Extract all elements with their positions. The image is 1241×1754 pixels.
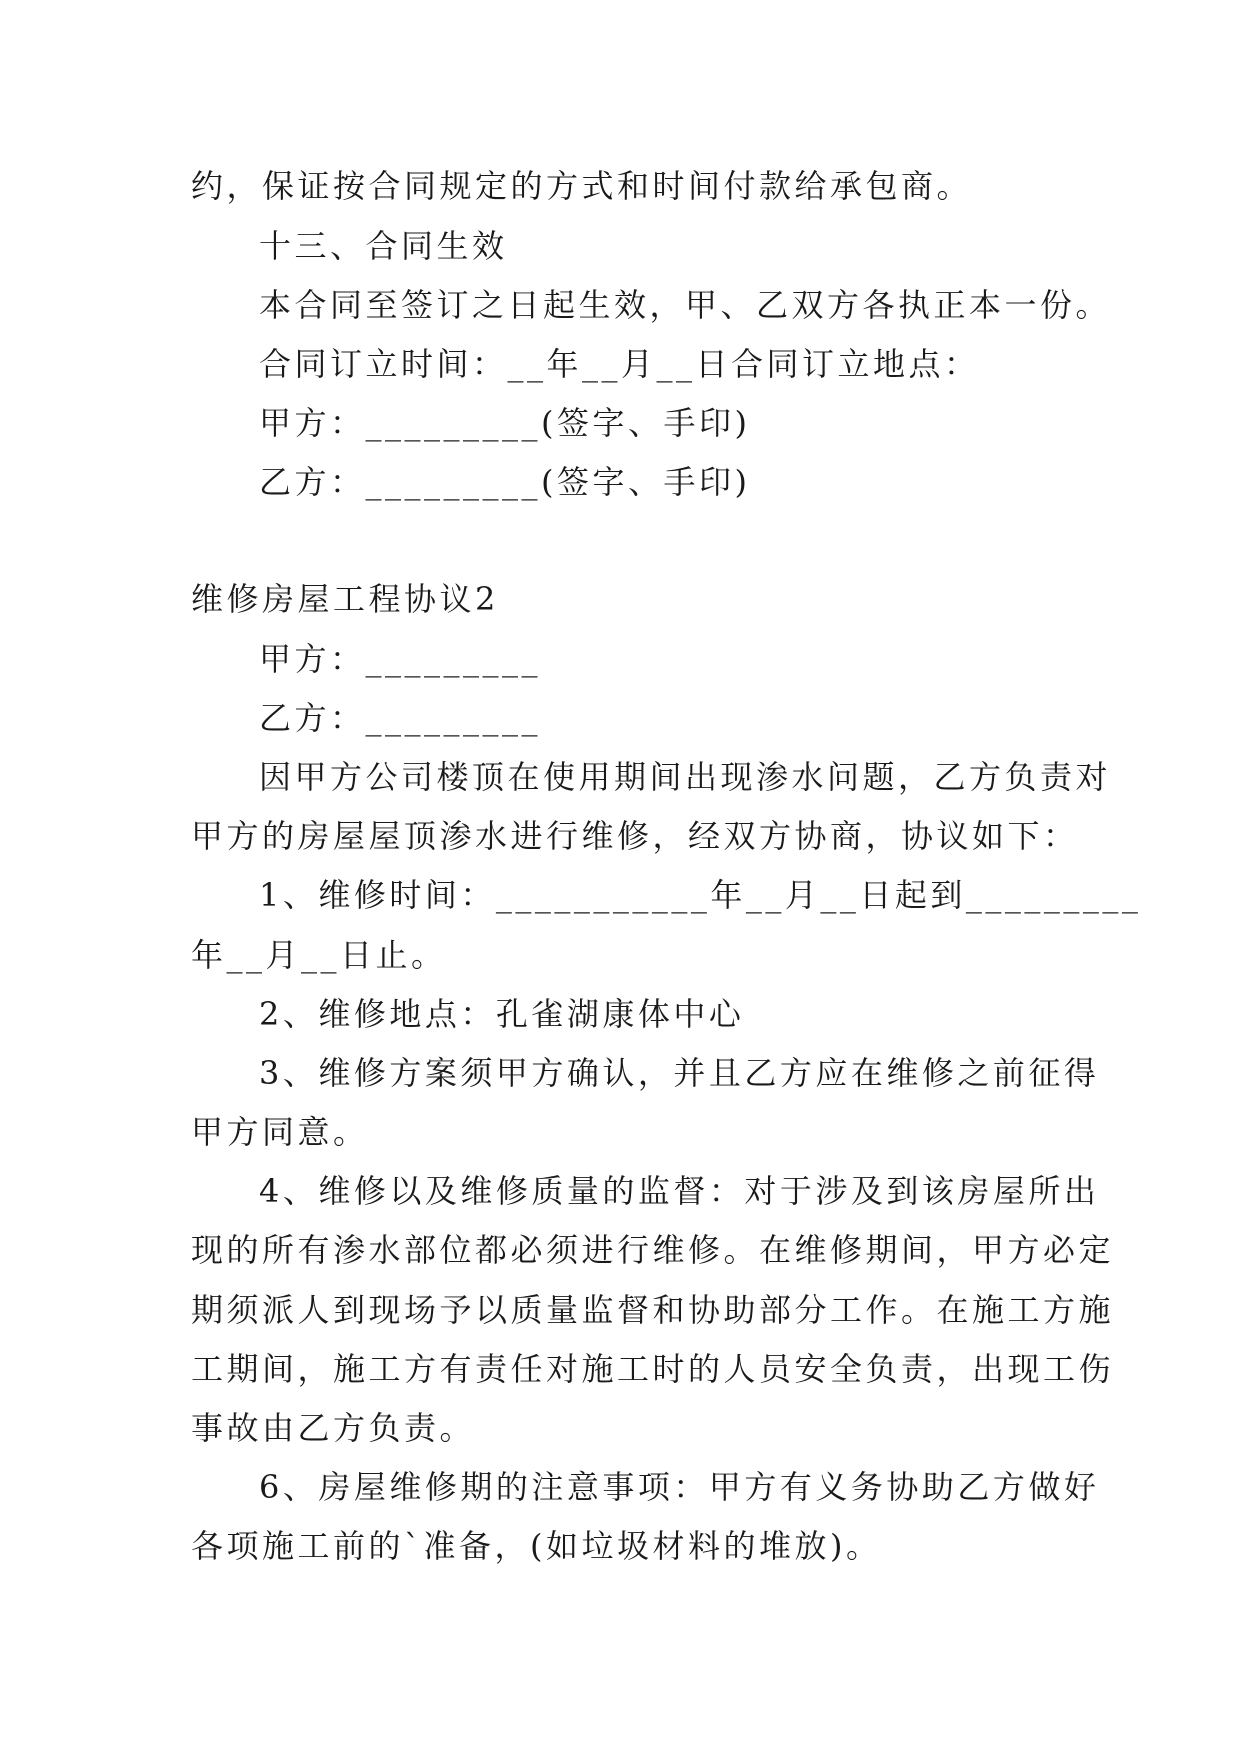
text-line: 各项施工前的`准备，(如垃圾材料的堆放)。 (191, 1527, 882, 1565)
text-line: 2、维修地点：孔雀湖康体中心 (259, 995, 745, 1033)
text-line: 6、房屋维修期的注意事项：甲方有义务协助乙方做好 (259, 1468, 1100, 1506)
text-line: 工期间，施工方有责任对施工时的人员安全负责，出现工伤 (191, 1350, 1115, 1388)
section-heading: 十三、合同生效 (259, 227, 508, 265)
document-title: 维修房屋工程协议2 (191, 580, 499, 618)
signature-line-party-b: 乙方：_________(签字、手印) (259, 463, 751, 501)
text-line: 年__月__日止。 (191, 936, 447, 974)
text-line: 约，保证按合同规定的方式和时间付款给承包商。 (191, 167, 973, 205)
text-line: 因甲方公司楼顶在使用期间出现渗水问题，乙方负责对 (259, 758, 1112, 796)
text-line: 4、维修以及维修质量的监督：对于涉及到该房屋所出 (259, 1172, 1100, 1210)
text-line: 3、维修方案须甲方确认，并且乙方应在维修之前征得 (259, 1054, 1100, 1092)
text-line: 合同订立时间：__年__月__日合同订立地点： (259, 345, 980, 383)
text-line: 1、维修时间：___________年__月__日起到_________ (259, 876, 1142, 914)
party-a-line: 甲方：_________ (259, 640, 542, 678)
text-line: 本合同至签订之日起生效，甲、乙双方各执正本一份。 (259, 286, 1112, 324)
text-line: 事故由乙方负责。 (191, 1409, 476, 1447)
text-line: 现的所有渗水部位都必须进行维修。在维修期间，甲方必定 (191, 1231, 1115, 1269)
text-line: 甲方的房屋屋顶渗水进行维修，经双方协商，协议如下： (191, 817, 1079, 855)
text-line: 甲方同意。 (191, 1113, 369, 1151)
party-b-line: 乙方：_________ (259, 699, 542, 737)
signature-line-party-a: 甲方：_________(签字、手印) (259, 404, 751, 442)
text-line: 期须派人到现场予以质量监督和协助部分工作。在施工方施 (191, 1291, 1115, 1329)
